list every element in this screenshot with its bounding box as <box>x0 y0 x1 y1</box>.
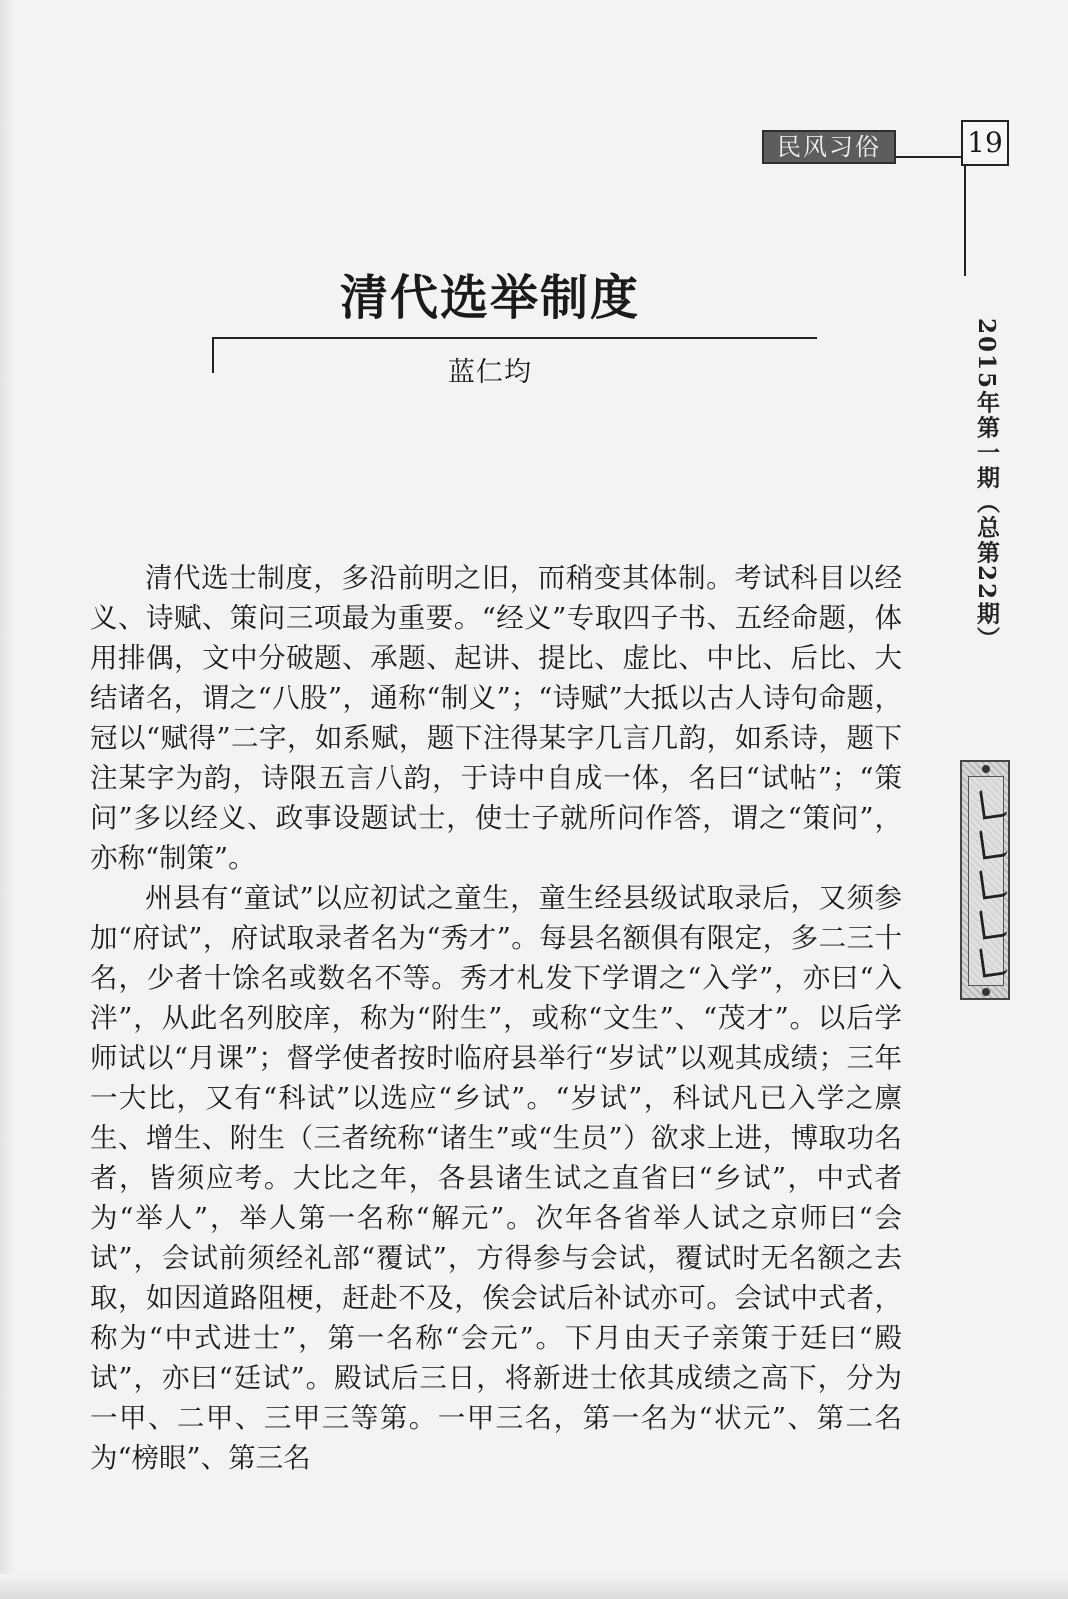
calligraphy-mark-icon <box>979 787 1008 819</box>
calligraphy-mark-icon <box>979 945 1008 977</box>
page-number: 19 <box>961 120 1009 166</box>
scan-edge <box>0 0 14 1599</box>
journal-emblem <box>960 760 1010 1000</box>
article-title: 清代选举制度 <box>339 270 640 326</box>
side-rule <box>964 166 966 276</box>
article-author: 蓝仁均 <box>448 357 532 388</box>
emblem-inner <box>968 776 1004 986</box>
emblem-pin-icon <box>982 988 990 996</box>
header-rule <box>896 156 962 158</box>
section-tab: 民风习俗 <box>762 130 896 164</box>
article-body <box>90 558 902 1478</box>
issue-info-vertical: 2015年第一期（总第22期） <box>973 318 1000 652</box>
title-rule <box>212 337 817 339</box>
scan-edge <box>0 1574 1068 1599</box>
emblem-pin-icon <box>982 765 990 773</box>
calligraphy-mark-icon <box>979 827 1008 859</box>
article-paragraph: 清代选士制度，多沿前明之旧，而稍变其体制。考试科目以经义、诗赋、策问三项最为重要。“经义”专取四子书、五经命题，体用排偶，文中分破题、承题、起讲、提比、虚比、中比、后比、大结诸名，谓之“八股”，通称“制义”；“诗赋”大抵以古人诗句命题，冠以“赋得”二字，如系赋，题下注得某字几言几韵，如系诗，题下注某字为韵，诗限五言八韵，于诗中自成一体，名曰“试帖”；“策问”多以经义、政事设题试士，使士子就所问作答，谓之“策问”，亦称“制策”。 <box>90 562 902 874</box>
calligraphy-mark-icon <box>979 867 1008 899</box>
title-rule-tick <box>212 337 214 373</box>
article-paragraph: 州县有“童试”以应初试之童生，童生经县级试取录后，又须参加“府试”，府试取录者名为“秀才”。每县名额俱有限定，多二三十名，少者十馀名或数名不等。秀才札发下学谓之“入学”，亦曰“入泮”，从此名列胶庠，称为“附生”，或称“文生”、“茂才”。以后学师试以“月课”；督学使者按时临府县举行“岁试”以观其成绩；三年一大比，又有“科试”以选应“乡试”。“岁试”，科试凡已入学之廪生、增生、附生（三者统称“诸生”或“生员”）欲求上进，博取功名者，皆须应考。大比之年，各县诸生试之直省曰“乡试”，中式者为“举人”，举人第一名称“解元”。次年各省举人试之京师曰“会试”，会试前须经礼部“覆试”，方得参与会试，覆试时无名额之去取，如因道路阻梗，赶赴不及，俟会试后补试亦可。会试中式者，称为“中式进士”，第一名称“会元”。下月由天子亲策于廷曰“殿试”，亦曰“廷试”。殿试后三日，将新进士依其成绩之高下，分为一甲、二甲、三甲三等第。一甲三名，第一名为“状元”、第二名为“榜眼”、第三名 <box>90 882 902 1474</box>
calligraphy-mark-icon <box>979 907 1008 939</box>
